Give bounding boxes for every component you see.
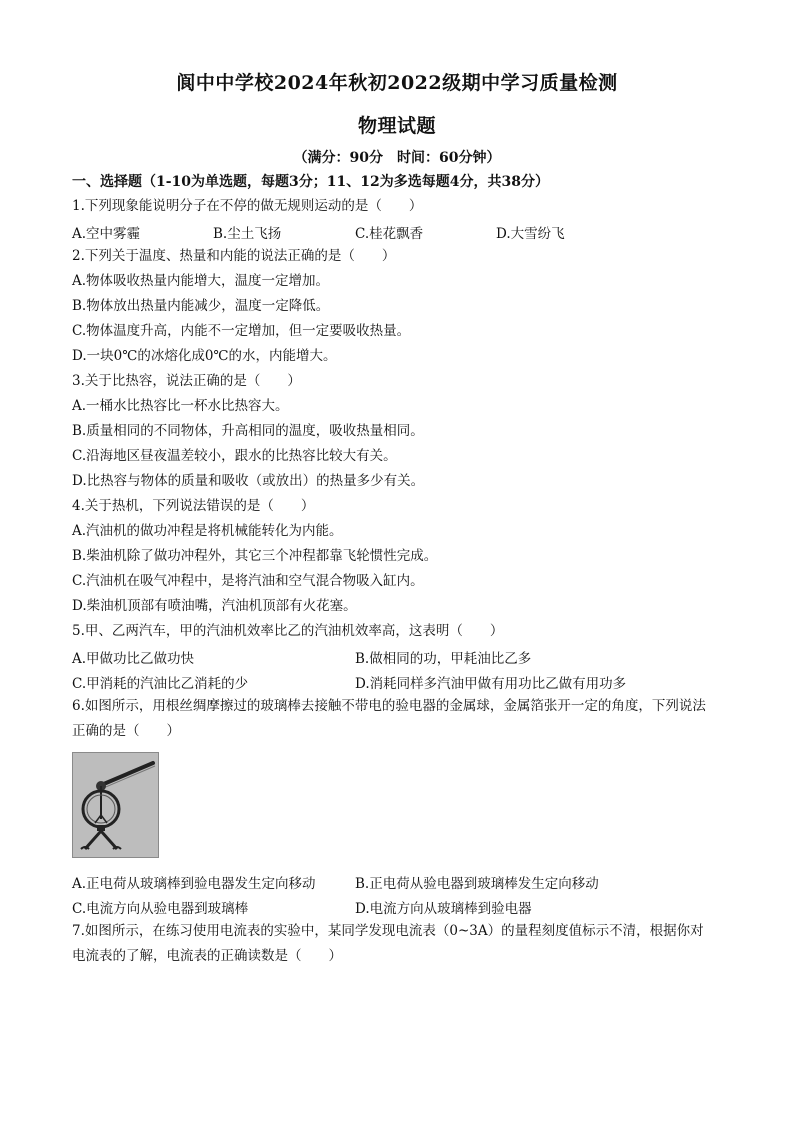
question-6-stem-line-1: 6.如图所示，用根丝绸摩擦过的玻璃棒去接触不带电的验电器的金属球，金属箔张开一定的角度，下列说法 <box>72 698 706 714</box>
q1-option-c: C.桂花飘香 <box>355 226 424 242</box>
q6-option-a: A.正电荷从玻璃棒到验电器发生定向移动 <box>72 876 316 892</box>
exam-subtitle: 物理试题 <box>357 115 436 137</box>
question-1-stem: 1.下列现象能说明分子在不停的做无规则运动的是（ ） <box>72 198 423 214</box>
q4-option-a: A.汽油机的做功冲程是将机械能转化为内能。 <box>72 523 343 539</box>
q2-option-b: B.物体放出热量内能减少，温度一定降低。 <box>72 298 330 314</box>
score-info: （满分：90分 时间：60分钟） <box>293 150 501 166</box>
question-6-stem-line-2: 正确的是（ ） <box>72 723 180 739</box>
electroscope-icon <box>73 753 158 857</box>
q2-option-a: A.物体吸收热量内能增大，温度一定增加。 <box>72 273 330 289</box>
q5-option-b: B.做相同的功，甲耗油比乙多 <box>355 651 532 667</box>
q4-option-d: D.柴油机顶部有喷油嘴，汽油机顶部有火花塞。 <box>72 598 357 614</box>
section-heading: 一、选择题（1-10为单选题，每题3分；11、12为多选每题4分，共38分） <box>72 174 549 190</box>
question-3-stem: 3.关于比热容，说法正确的是（ ） <box>72 373 301 389</box>
q1-option-b: B.尘土飞扬 <box>213 226 282 242</box>
question-5-stem: 5.甲、乙两汽车，甲的汽油机效率比乙的汽油机效率高，这表明（ ） <box>72 623 504 639</box>
q5-option-a: A.甲做功比乙做功快 <box>72 651 195 667</box>
q3-option-b: B.质量相同的不同物体，升高相同的温度，吸收热量相同。 <box>72 423 424 439</box>
q6-option-c: C.电流方向从验电器到玻璃棒 <box>72 901 249 917</box>
q5-option-c: C.甲消耗的汽油比乙消耗的少 <box>72 676 249 692</box>
question-7-stem-line-2: 电流表的了解，电流表的正确读数是（ ） <box>72 948 342 964</box>
q1-option-d: D.大雪纷飞 <box>496 226 565 242</box>
exam-title: 阆中中学校2024年秋初2022级期中学习质量检测 <box>176 72 618 94</box>
q3-option-a: A.一桶水比热容比一杯水比热容大。 <box>72 398 289 414</box>
question-7-stem-line-1: 7.如图所示，在练习使用电流表的实验中，某同学发现电流表（0~3A）的量程刻度值标示不清，根据你对 <box>72 923 704 939</box>
q3-option-d: D.比热容与物体的质量和吸收（或放出）的热量多少有关。 <box>72 473 425 489</box>
q4-option-b: B.柴油机除了做功冲程外，其它三个冲程都靠飞轮惯性完成。 <box>72 548 438 564</box>
q2-option-d: D.一块0℃的冰熔化成0℃的水，内能增大。 <box>72 348 337 364</box>
q6-option-b: B.正电荷从验电器到玻璃棒发生定向移动 <box>355 876 599 892</box>
electroscope-figure <box>72 752 159 858</box>
question-4-stem: 4.关于热机，下列说法错误的是（ ） <box>72 498 315 514</box>
q5-option-d: D.消耗同样多汽油甲做有用功比乙做有用功多 <box>355 676 627 692</box>
q2-option-c: C.物体温度升高，内能不一定增加，但一定要吸收热量。 <box>72 323 411 339</box>
q3-option-c: C.沿海地区昼夜温差较小，跟水的比热容比较大有关。 <box>72 448 397 464</box>
q4-option-c: C.汽油机在吸气冲程中，是将汽油和空气混合物吸入缸内。 <box>72 573 424 589</box>
question-2-stem: 2.下列关于温度、热量和内能的说法正确的是（ ） <box>72 248 396 264</box>
q1-option-a: A.空中雾霾 <box>72 226 141 242</box>
q6-option-d: D.电流方向从玻璃棒到验电器 <box>355 901 532 917</box>
